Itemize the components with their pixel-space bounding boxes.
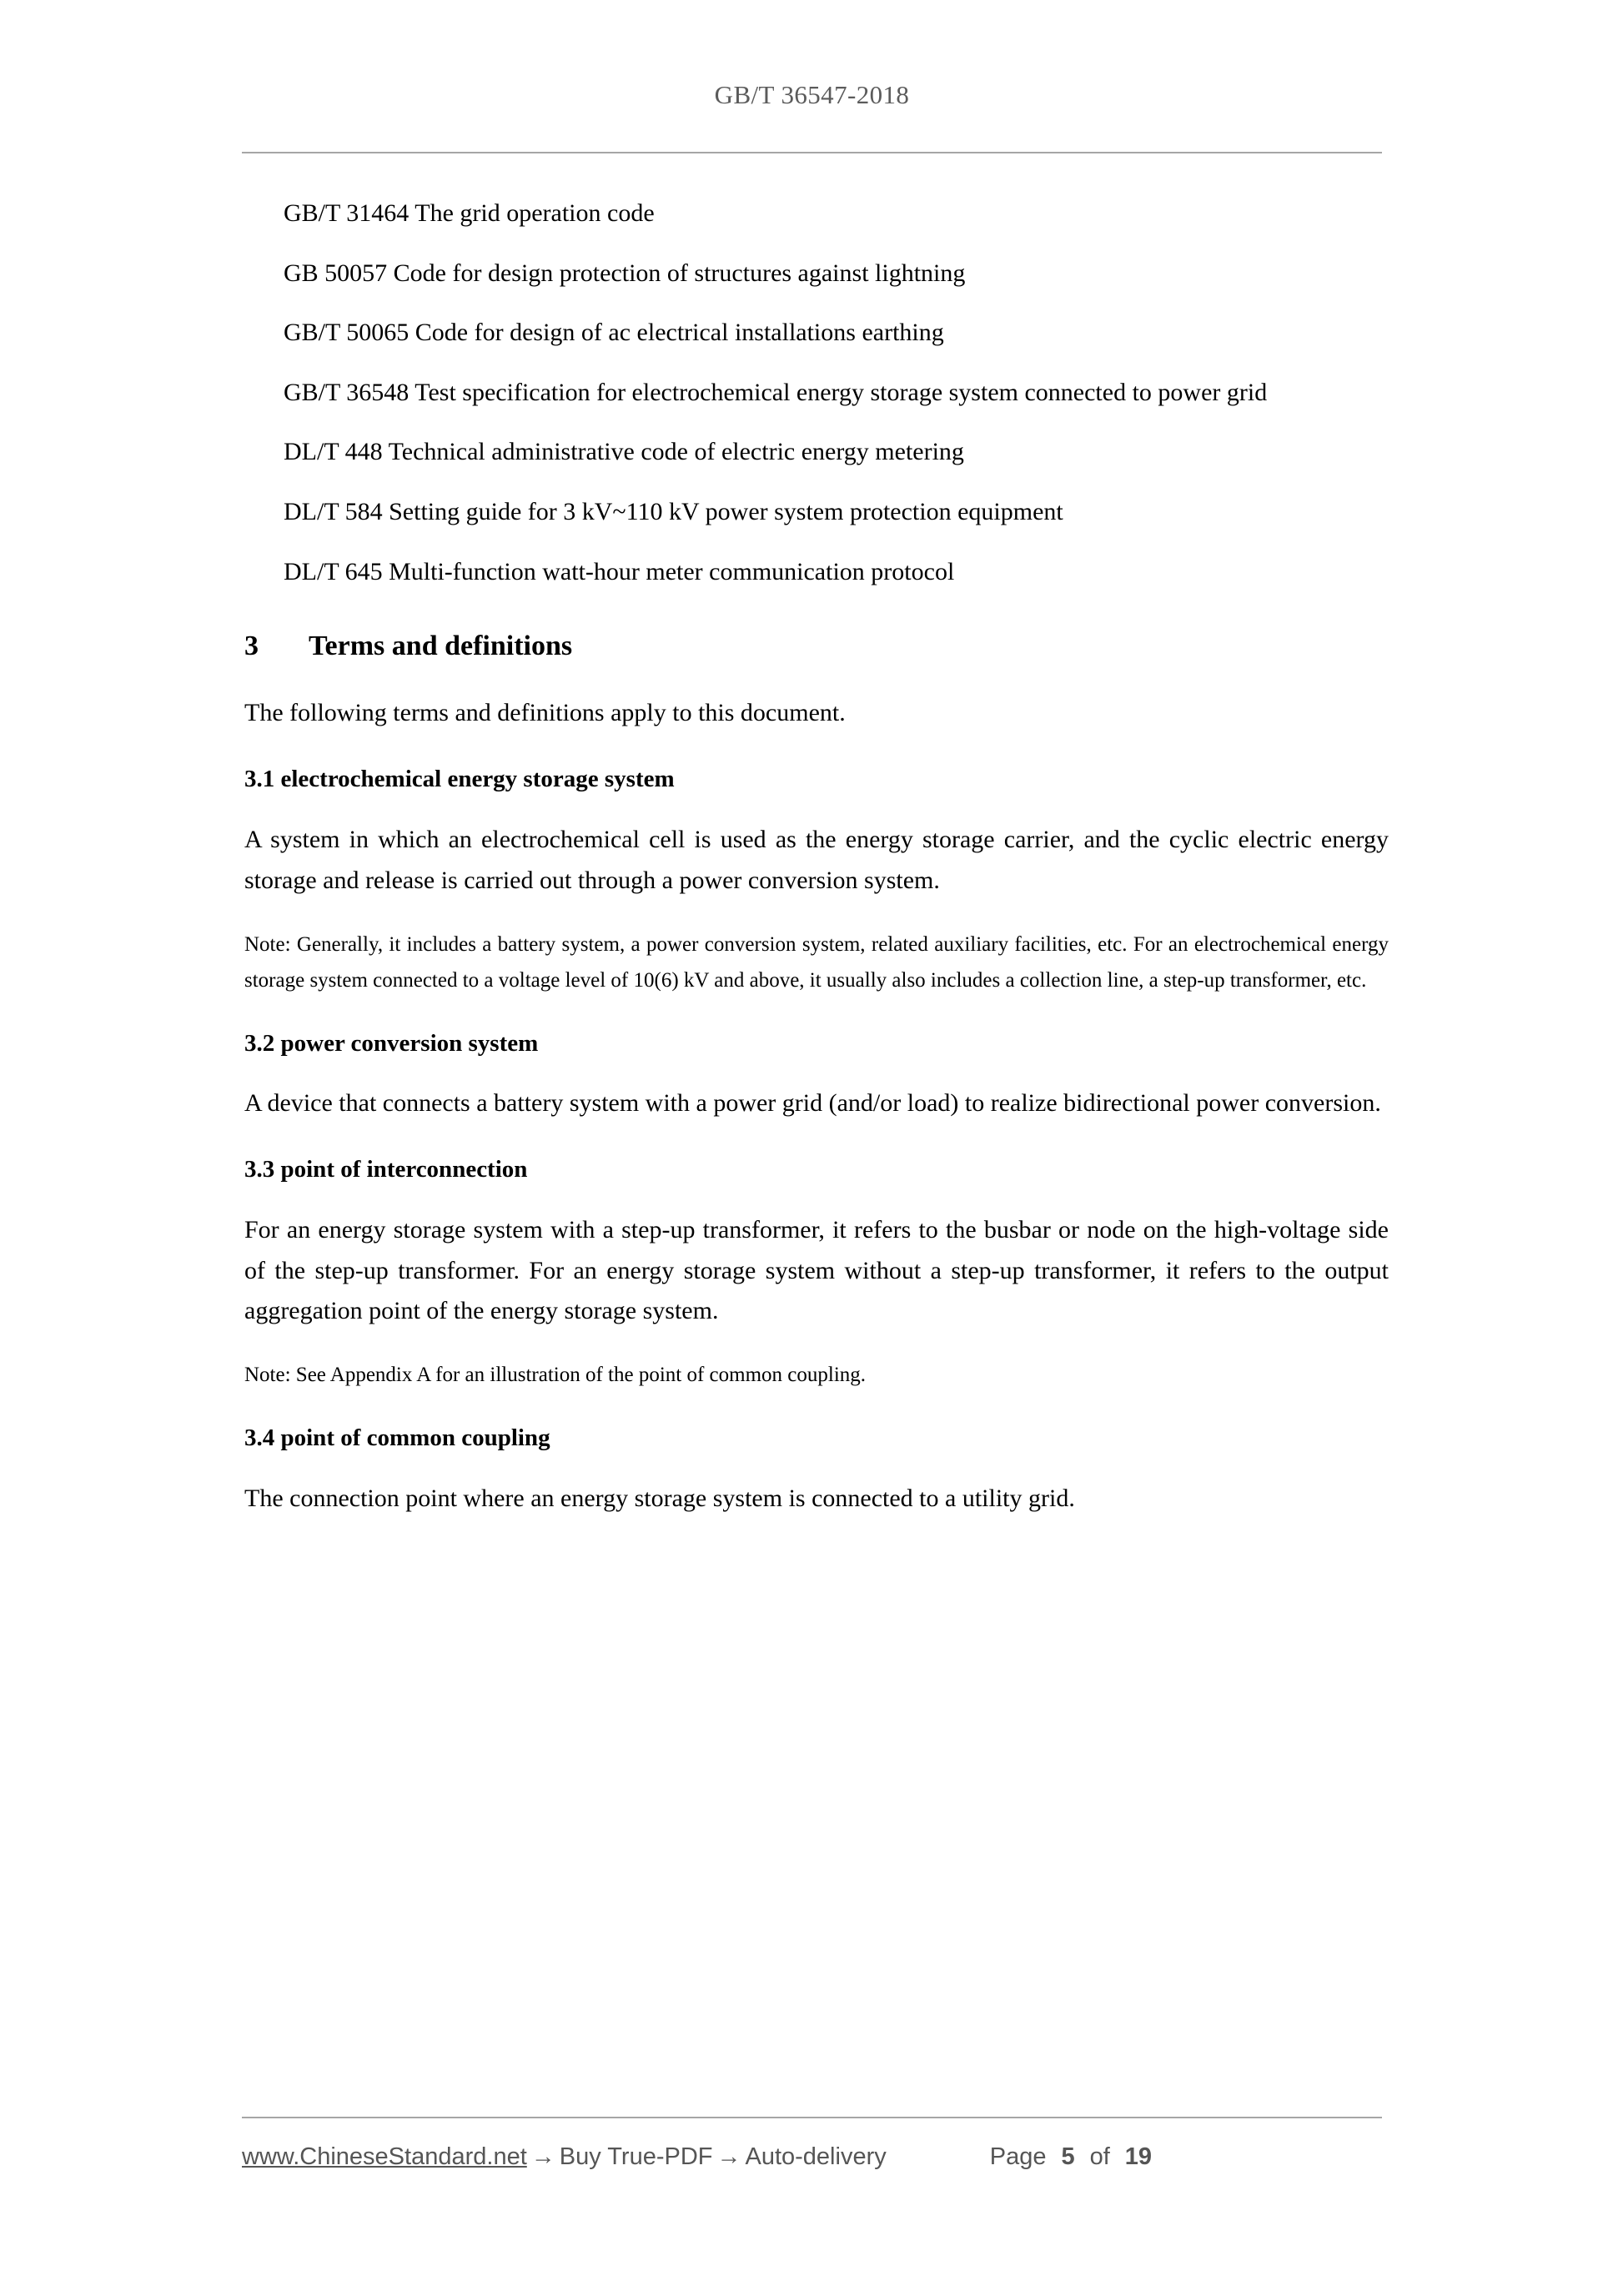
term-heading-3-3: 3.3 point of interconnection: [244, 1156, 528, 1183]
page-footer: [242, 2143, 1382, 2171]
footer-promo-delivery-label: Auto-delivery: [745, 2143, 887, 2170]
reference-item: GB 50057 Code for design protection of structures against lightning: [284, 259, 966, 287]
total-page-number: 19: [1124, 2143, 1153, 2170]
footer-promo: [242, 2143, 887, 2171]
reference-item: DL/T 584 Setting guide for 3 kV~110 kV power system protection equipment: [284, 497, 1063, 525]
term-note-3-3: Note: See Appendix A for an illustration of the point of common coupling.: [244, 1364, 867, 1387]
footer-promo-buy-label: Buy True-PDF: [559, 2143, 713, 2170]
page-label: Page: [989, 2143, 1047, 2170]
reference-item: GB/T 36548 Test specification for electrochemical energy storage system connected to power grid: [284, 378, 1268, 406]
current-page-number: 5: [1061, 2143, 1075, 2170]
reference-item: DL/T 448 Technical administrative code of electric energy metering: [284, 438, 964, 466]
page-header: [242, 80, 1382, 110]
document-body: [244, 193, 1389, 1545]
reference-item: GB/T 50065 Code for design of ac electrical installations earthing: [284, 319, 944, 347]
arrow-right-icon: →: [530, 2143, 555, 2170]
term-definition-3-2: A device that connects a battery system with a power grid (and/or load) to realize bidirectional power conversion.: [244, 1089, 1381, 1118]
term-definition-3-4: The connection point where an energy storage system is connected to a utility grid.: [244, 1484, 1075, 1512]
footer-divider: [242, 2117, 1382, 2118]
header-standard-number: GB/T 36547-2018: [714, 80, 910, 109]
arrow-right-icon: →: [716, 2143, 741, 2170]
term-heading-3-1: 3.1 electrochemical energy storage system: [244, 766, 675, 793]
normative-reference-list: [244, 193, 1389, 592]
header-divider: [242, 152, 1382, 153]
clause-number: 3: [244, 631, 259, 662]
page-number-indicator: [990, 2143, 1152, 2171]
clause-heading: [244, 628, 1389, 665]
term-heading-3-4: 3.4 point of common coupling: [244, 1424, 550, 1452]
term-definition-3-1: A system in which an electrochemical cell is used as the energy storage carrier, and the cyclic electric energy storage and release is carried out through a power conversion system.: [244, 825, 1389, 894]
term-definition-3-3: For an energy storage system with a step-up transformer, it refers to the busbar or node on the high-voltage side of the step-up transformer. For an energy storage system without a step-up transformer, it refers to the output aggregation point of the energy storage system.: [244, 1215, 1389, 1325]
reference-item: GB/T 31464 The grid operation code: [284, 199, 655, 227]
term-heading-3-2: 3.2 power conversion system: [244, 1029, 539, 1057]
chinesestandard-link[interactable]: www.ChineseStandard.net: [242, 2143, 527, 2170]
reference-item: DL/T 645 Multi-function watt-hour meter communication protocol: [284, 557, 955, 585]
clause-intro-paragraph: The following terms and definitions apply to this document.: [244, 699, 846, 727]
of-label: of: [1089, 2143, 1110, 2170]
clause-title: Terms and definitions: [309, 631, 573, 662]
term-note-3-1: Note: Generally, it includes a battery system, a power conversion system, related auxiliary facilities, etc. For an electrochemical energy storage system connected to a voltage level of 10(6) kV and above, it usually also includes a collection line, a step-up transformer, etc.: [244, 932, 1389, 992]
